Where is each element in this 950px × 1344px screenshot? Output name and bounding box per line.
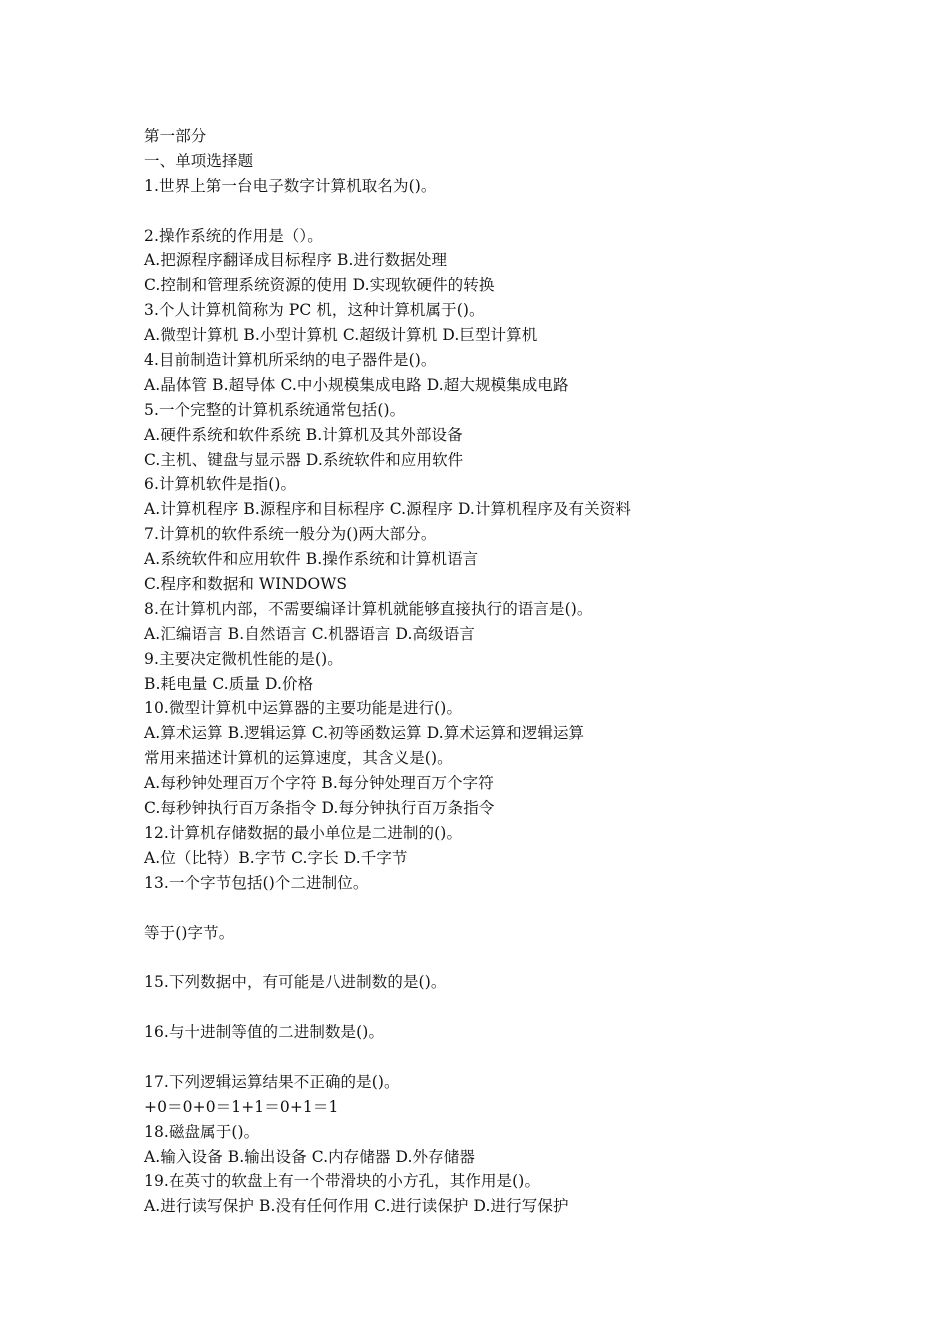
blank-line xyxy=(144,199,864,224)
question-11-options-a: A.每秒钟处理百万个字符 B.每分钟处理百万个字符 xyxy=(144,774,494,793)
question-2-options-b: C.控制和管理系统资源的使用 D.实现软硬件的转换 xyxy=(144,276,495,295)
question-6: 6.计算机软件是指()。 xyxy=(144,475,297,494)
question-12: 12.计算机存储数据的最小单位是二进制的()。 xyxy=(144,823,463,842)
question-12-options: A.位（比特）B.字节 C.字长 D.千字节 xyxy=(144,848,408,867)
question-17: 17.下列逻辑运算结果不正确的是()。 xyxy=(144,1072,400,1091)
question-5-options-a: A.硬件系统和软件系统 B.计算机及其外部设备 xyxy=(144,425,463,444)
question-2-options-a: A.把源程序翻译成目标程序 B.进行数据处理 xyxy=(144,251,448,270)
question-11: 常用来描述计算机的运算速度，其含义是()。 xyxy=(144,749,453,768)
section-title: 第一部分 xyxy=(144,127,207,145)
question-2: 2.操作系统的作用是（）。 xyxy=(144,226,323,245)
question-13: 13.一个字节包括()个二进制位。 xyxy=(144,873,369,892)
question-4-options: A.晶体管 B.超导体 C.中小规模集成电路 D.超大规模集成电路 xyxy=(144,375,569,394)
question-18-options: A.输入设备 B.输出设备 C.内存储器 D.外存储器 xyxy=(144,1147,475,1166)
blank-line xyxy=(144,1045,864,1070)
question-19-options: A.进行读写保护 B.没有任何作用 C.进行读保护 D.进行写保护 xyxy=(144,1197,569,1216)
blank-line xyxy=(144,896,864,921)
document-body xyxy=(144,124,864,1219)
question-5: 5.一个完整的计算机系统通常包括()。 xyxy=(144,400,406,419)
question-1: 1.世界上第一台电子数字计算机取名为()。 xyxy=(144,176,437,195)
question-9: 9.主要决定微机性能的是()。 xyxy=(144,649,343,668)
question-19: 19.在英寸的软盘上有一个带滑块的小方孔，其作用是()。 xyxy=(144,1172,541,1191)
question-7-options-a: A.系统软件和应用软件 B.操作系统和计算机语言 xyxy=(144,550,479,569)
question-6-options: A.计算机程序 B.源程序和目标程序 C.源程序 D.计算机程序及有关资料 xyxy=(144,500,631,519)
question-3: 3.个人计算机简称为 PC 机，这种计算机属于()。 xyxy=(144,301,485,320)
question-10: 10.微型计算机中运算器的主要功能是进行()。 xyxy=(144,699,463,718)
question-14: 等于()字节。 xyxy=(144,923,235,942)
question-7: 7.计算机的软件系统一般分为()两大部分。 xyxy=(144,525,437,544)
section-subtitle: 一、单项选择题 xyxy=(144,151,254,170)
blank-line xyxy=(144,995,864,1020)
question-15: 15.下列数据中，有可能是八进制数的是()。 xyxy=(144,973,447,992)
question-11-options-b: C.每秒钟执行百万条指令 D.每分钟执行百万条指令 xyxy=(144,799,495,818)
question-5-options-b: C.主机、键盘与显示器 D.系统软件和应用软件 xyxy=(144,450,464,469)
question-17-options: +0＝0+0＝1+1＝0+1＝1 xyxy=(144,1097,339,1116)
question-4: 4.目前制造计算机所采纳的电子器件是()。 xyxy=(144,351,437,370)
question-8-options: A.汇编语言 B.自然语言 C.机器语言 D.高级语言 xyxy=(144,624,475,643)
question-8: 8.在计算机内部，不需要编译计算机就能够直接执行的语言是()。 xyxy=(144,599,593,618)
question-16: 16.与十进制等值的二进制数是()。 xyxy=(144,1023,385,1042)
question-18: 18.磁盘属于()。 xyxy=(144,1122,260,1141)
question-10-options: A.算术运算 B.逻辑运算 C.初等函数运算 D.算术运算和逻辑运算 xyxy=(144,724,585,743)
question-9-options: B.耗电量 C.质量 D.价格 xyxy=(144,674,314,693)
question-3-options: A.微型计算机 B.小型计算机 C.超级计算机 D.巨型计算机 xyxy=(144,326,538,345)
blank-line xyxy=(144,945,864,970)
question-7-options-b: C.程序和数据和 WINDOWS xyxy=(144,575,348,594)
